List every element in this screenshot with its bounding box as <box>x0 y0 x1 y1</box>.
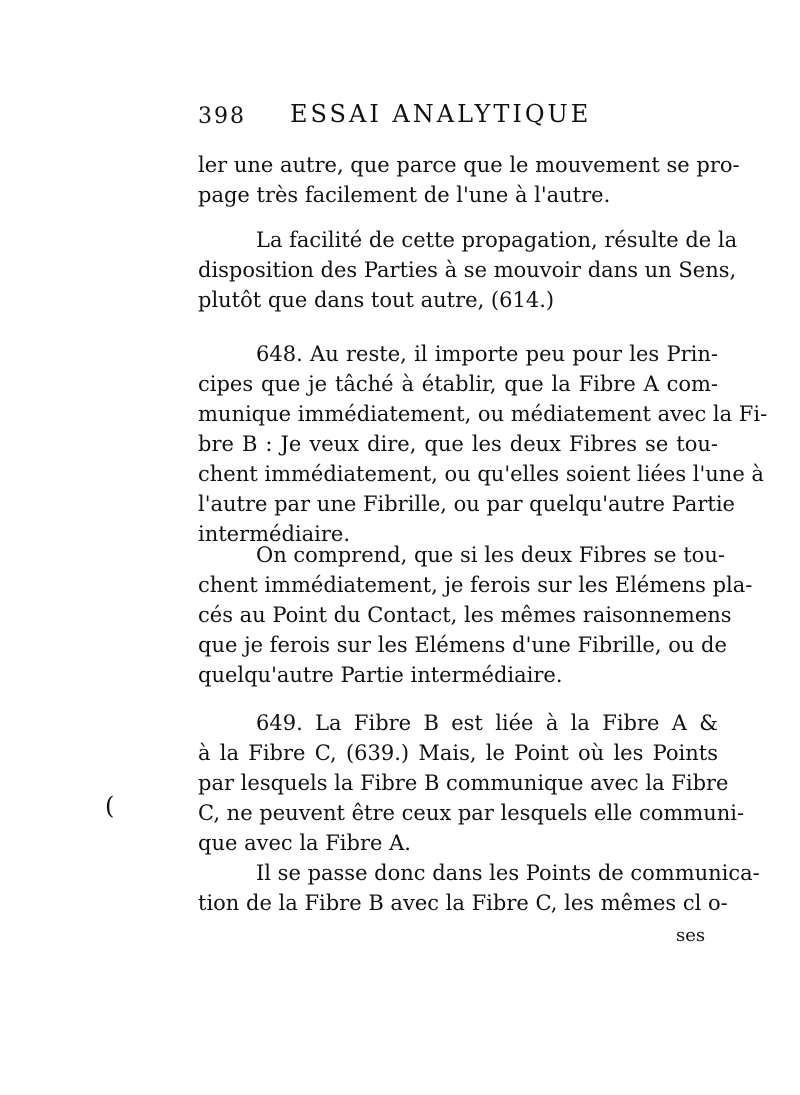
page-number: 398 <box>198 104 246 129</box>
text-line: chent immédiatement, ou qu'elles soient liées l'une à <box>198 462 764 486</box>
text-line: 648. Au reste, il importe peu pour les Prin- <box>256 342 718 366</box>
running-head <box>198 100 638 140</box>
text-line: l'autre par une Fibrille, ou par quelqu'autre Partie <box>198 492 735 516</box>
text-line: que avec la Fibre A. <box>198 831 411 855</box>
text-line: C, ne peuvent être ceux par lesquels elle communi- <box>198 801 745 825</box>
text-line: quelqu'autre Partie intermédiaire. <box>198 663 563 687</box>
text-line: 649. La Fibre B est liée à la Fibre A & <box>256 711 718 735</box>
running-title: ESSAI ANALYTIQUE <box>290 100 592 128</box>
text-line: disposition des Parties à se mouvoir dans un Sens, <box>198 258 737 282</box>
text-line: On comprend, que si les deux Fibres se tou- <box>256 543 725 567</box>
text-line: intermédiaire. <box>198 522 351 546</box>
margin-mark: ( <box>105 792 115 820</box>
text-line: ler une autre, que parce que le mouvement se pro- <box>198 153 740 177</box>
text-line: plutôt que dans tout autre, (614.) <box>198 288 555 312</box>
text-line: cés au Point du Contact, les mêmes raisonnemens <box>198 603 732 627</box>
text-line: chent immédiatement, je ferois sur les Elémens pla- <box>198 573 753 597</box>
text-line: munique immédiatement, ou médiatement avec la Fi- <box>198 402 768 426</box>
text-line: Il se passe donc dans les Points de communica- <box>256 861 760 885</box>
text-line: à la Fibre C, (639.) Mais, le Point où les Points <box>198 741 718 765</box>
text-line: cipes que je tâché à établir, que la Fibre A com- <box>198 372 718 396</box>
text-line: bre B : Je veux dire, que les deux Fibres se tou- <box>198 432 718 456</box>
text-line: page très facilement de l'une à l'autre. <box>198 183 611 207</box>
text-line: tion de la Fibre B avec la Fibre C, les mêmes cl o- <box>198 891 728 915</box>
text-line: que je ferois sur les Elémens d'une Fibrille, ou de <box>198 633 727 657</box>
catchword: ses <box>676 925 706 946</box>
text-line: par lesquels la Fibre B communique avec la Fibre <box>198 771 729 795</box>
text-line: La facilité de cette propagation, résulte de la <box>256 228 738 252</box>
